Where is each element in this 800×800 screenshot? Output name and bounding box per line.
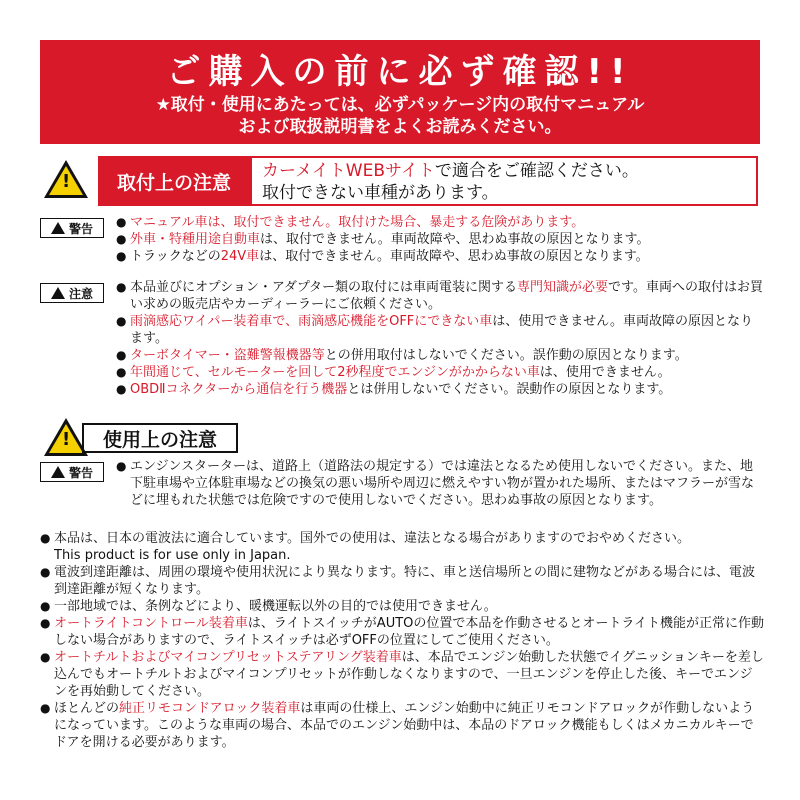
list-item: ● トラックなどの24V車は、取付できません。車両故障や、思わぬ事故の原因となります。 (116, 248, 764, 265)
list-item: ● OBDⅡコネクターから通信を行う機器とは併用しないでください。誤動作の原因となります。 (116, 381, 764, 398)
list-item: ● 電波到達距離は、周囲の環境や使用状況により異なります。特に、車と送信場所との間に建物などがある場合には、電波到達距離が短くなります。 (40, 564, 764, 598)
page-title: ご購入の前に必ず確認!! (166, 52, 634, 92)
warning-badge: 警告 (40, 218, 104, 238)
warning-mini-icon (51, 222, 65, 234)
list-item: ● 本品は、日本の電波法に適合しています。国外での使用は、違法となる場合がありますのでおやめください。 This product is for use only in Japan. (40, 530, 764, 564)
list-item: ● オートチルトおよびマイコンプリセットステアリング装着車は、本品でエンジン始動した状態でイグニッションキーを差し込んでもオートチルトおよびマイコンプリセットが作動しなくなりますので、一旦エンジンを停止した後、キーでエンジンを再始動してください。 (40, 649, 764, 700)
header-subtitle-1: ★取付・使用にあたっては、必ずパッケージ内の取付マニュアル (155, 95, 645, 115)
list-item: ● 本品並びにオプション・アダプター類の取付には車両電装に関する専門知識が必要です。車両への取付はお買い求めの販売店やカーディーラーにご依頼ください。 (116, 279, 764, 313)
list-item: ● ほとんどの純正リモコンドアロック装着車は車両の仕様上、エンジン始動中に純正リモコンドアロックが作動しないようになっています。このような車両の場合、本品でのエンジン始動中は、本品のドアロック機能もしくはメカニカルキーでドアを開ける必要があります。 (40, 700, 764, 751)
english-note: This product is for use only in Japan. (54, 548, 291, 563)
confirm-text: で適合をご確認ください。 (434, 161, 639, 181)
header-banner (40, 40, 760, 144)
usage-warning-badge: 警告 (40, 462, 104, 482)
general-notes-list (40, 530, 764, 751)
unsupported-text: 取付できない車種があります。 (262, 183, 499, 203)
caution-mini-icon (51, 287, 65, 299)
list-item: ● エンジンスターターは、道路上（道路法の規定する）では違法となるため使用しないでください。また、地下駐車場や立体駐車場などの換気の悪い場所や周辺に燃えやすい物が置かれた場所、またはマフラーが雪などに埋もれた状態では危険ですので使用しないでください。思わぬ事故の原因となります。 (116, 458, 764, 509)
list-item: ● 外車・特種用途自動車は、取付できません。車両故障や、思わぬ事故の原因となります。 (116, 231, 764, 248)
caution-badge: 注意 (40, 283, 104, 303)
usage-warning-triangle-icon: ! (44, 418, 88, 456)
header-subtitle-2: および取扱説明書をよくお読みください。 (238, 117, 562, 137)
list-item: ● オートライトコントロール装着車は、ライトスイッチがAUTOの位置で本品を作動させるとオートライト機能が正常に作動しない場合がありますので、ライトスイッチは必ずOFFの位置にしてご使用ください。 (40, 615, 764, 649)
install-caution-box (250, 156, 758, 206)
warning-triangle-icon: ! (44, 160, 88, 198)
usage-warning-text (116, 458, 764, 509)
list-item: ● マニュアル車は、取付できません。取付けた場合、暴走する危険があります。 (116, 214, 764, 231)
install-caution-list (116, 279, 764, 398)
list-item: ● 年間通じて、セルモーターを回して2秒程度でエンジンがかからない車は、使用できません。 (116, 364, 764, 381)
install-warning-list (116, 214, 764, 265)
list-item: ● 一部地域では、条例などにより、暖機運転以外の目的では使用できません。 (40, 598, 764, 615)
list-item: ● 雨滴感応ワイパー装着車で、雨滴感応機能をOFFにできない車は、使用できません。車両故障の原因となります。 (116, 313, 764, 347)
install-caution-label: 取付上の注意 (98, 156, 250, 206)
usage-warning-mini-icon (51, 466, 65, 478)
list-item: ● ターボタイマー・盗難警報機器等との併用取付はしないでください。誤作動の原因となります。 (116, 347, 764, 364)
web-site-text: カーメイトWEBサイト (262, 161, 435, 181)
usage-caution-label: 使用上の注意 (82, 423, 238, 453)
